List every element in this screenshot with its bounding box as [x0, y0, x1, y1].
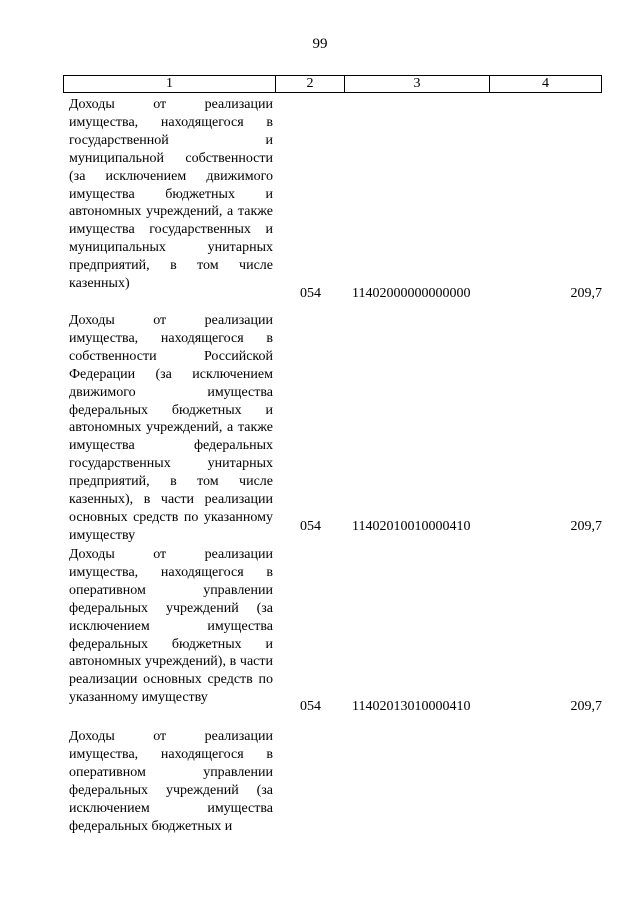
header-col-2: 2 — [275, 76, 344, 92]
table-header — [63, 75, 602, 93]
header-col-4: 4 — [489, 76, 601, 92]
row-description: Доходы от реализации имущества, находящегося в оперативном управлении федеральных учреждений (за исключением имущества федеральных бюджетных и автономных учреждений), в части реализации основных средств по указанному имуществу — [69, 547, 273, 706]
row-admin-code: 054 — [300, 519, 321, 535]
row-budget-code: 11402010010000410 — [352, 519, 471, 535]
row-amount: 209,7 — [570, 699, 602, 715]
table-row — [0, 546, 640, 716]
header-col-1: 1 — [166, 76, 173, 91]
row-budget-code: 11402000000000000 — [352, 286, 471, 302]
row-description: Доходы от реализации имущества, находящегося в государственной и муниципальной собственности (за исключением движимого имущества бюджетных и автономных учреждений, а также имущества государственных и муниципальных унитарных предприятий, в том числе казенных) — [69, 97, 273, 292]
page-number: 99 — [312, 36, 328, 52]
row-description: Доходы от реализации имущества, находящегося в собственности Российской Федерации (за исключением движимого имущества федеральных бюджетных и автономных учреждений, а также имущества федеральных государственных унитарных предприятий, в том числе казенных), в части реализации основных средств по указанному имуществу — [69, 313, 273, 543]
table-row — [0, 312, 640, 543]
row-amount: 209,7 — [570, 519, 602, 535]
row-admin-code: 054 — [300, 699, 321, 715]
row-description: Доходы от реализации имущества, находящегося в оперативном управлении федеральных учреждений (за исключением имущества федеральных бюджетных и — [69, 729, 273, 834]
header-col-3: 3 — [344, 76, 489, 92]
row-admin-code: 054 — [300, 286, 321, 302]
row-budget-code: 11402013010000410 — [352, 699, 471, 715]
table-row — [0, 728, 640, 838]
table-row — [0, 96, 640, 303]
row-amount: 209,7 — [570, 286, 602, 302]
